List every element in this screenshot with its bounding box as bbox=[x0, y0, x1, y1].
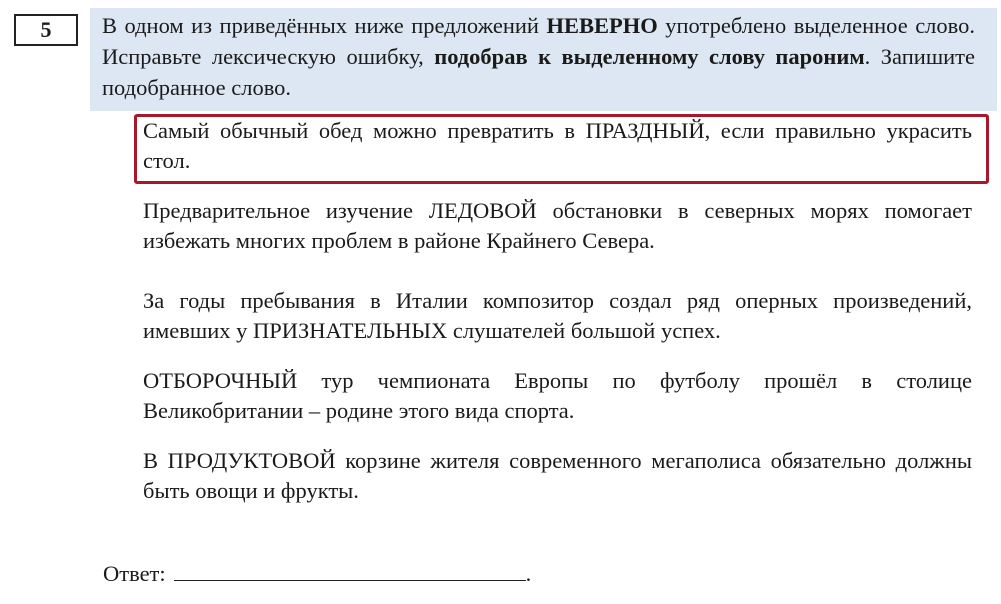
instruction-text-2: употреблено выделенное слово. Исправьте лексическую ошибку, bbox=[102, 13, 975, 69]
sentence-1[interactable]: Самый обычный обед можно превратить в ПРАЗДНЫЙ, если правильно украсить стол. bbox=[143, 118, 972, 173]
instruction-bold-incorrect: НЕВЕРНО bbox=[546, 13, 658, 38]
sentence-3[interactable]: За годы пребывания в Италии композитор создал ряд оперных произведений, имевших у ПРИЗНАТЕЛЬНЫХ слушателей большой успех. bbox=[143, 288, 972, 343]
instruction-bold-paronym: подобрав к выделенному слову пароним bbox=[434, 44, 865, 69]
sentence-5[interactable]: В ПРОДУКТОВОЙ корзине жителя современного мегаполиса обязательно должны быть овощи и фрукты. bbox=[143, 448, 972, 503]
sentence-4[interactable]: ОТБОРОЧНЫЙ тур чемпионата Европы по футболу прошёл в столице Великобритании – родине этого вида спорта. bbox=[143, 368, 972, 423]
sentence-2[interactable]: Предварительное изучение ЛЕДОВОЙ обстановки в северных морях помогает избежать многих проблем в районе Крайнего Севера. bbox=[143, 198, 972, 253]
task-number-box: 5 bbox=[14, 14, 78, 46]
answer-label: Ответ: bbox=[103, 561, 166, 586]
instruction-text-1: В одном из приведённых ниже предложений bbox=[102, 13, 547, 38]
instruction-text-3: . Запишите подобранное слово. bbox=[102, 44, 976, 100]
answer-end-period: . bbox=[525, 561, 532, 586]
answer-row bbox=[103, 558, 531, 589]
answer-input-line[interactable] bbox=[174, 558, 526, 581]
task-instruction bbox=[90, 8, 997, 111]
